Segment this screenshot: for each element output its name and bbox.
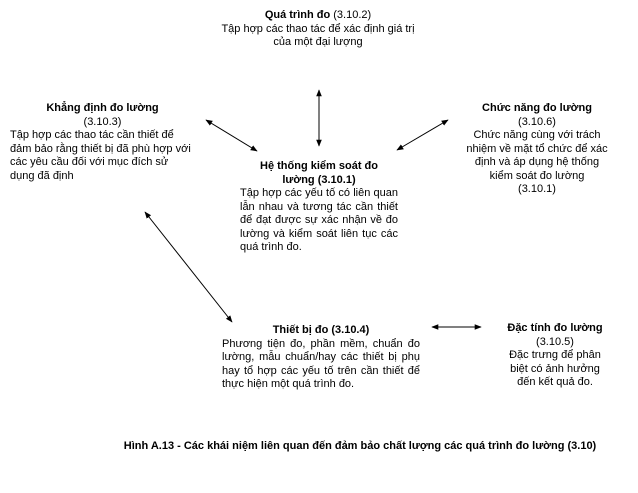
node-measurement-process xyxy=(218,9,418,50)
metrological-function-clause: (3.10.6) xyxy=(518,115,556,128)
measurement-process-title: Quá trình đo (3.10.2) xyxy=(264,9,372,21)
metrological-function-title: Chức năng đo lường xyxy=(482,102,592,114)
node-metrological-confirmation xyxy=(10,102,195,183)
metrological-characteristic-description: Đặc trưng để phân biệt có ảnh hưởng đến kết quả đo. xyxy=(509,349,601,388)
measurement-process-description: Tập hợp các thao tác để xác định giá trị của một đại lượng xyxy=(221,22,415,48)
arrow-confirmation-system xyxy=(206,120,257,151)
arrow-confirmation-equipment xyxy=(145,212,232,322)
metrological-confirmation-title: Khẳng định đo lường xyxy=(46,102,159,114)
node-measurement-management-system xyxy=(240,160,398,255)
metrological-characteristic-clause: (3.10.5) xyxy=(536,335,574,348)
measuring-equipment-title: Thiết bị đo (3.10.4) xyxy=(272,324,370,336)
node-metrological-function xyxy=(462,102,612,197)
metrological-function-description: Chức năng cùng với trách nhiệm về mặt tổ chức để xác định và áp dụng hệ thống kiểm soát đo lường xyxy=(466,129,608,182)
arrow-function-system xyxy=(397,120,448,150)
node-measuring-equipment xyxy=(222,324,420,392)
metrological-confirmation-description: Tập hợp các thao tác cần thiết để đảm bảo rằng thiết bị đã phù hợp với các yêu cầu đối với mục đích sử dụng đã định xyxy=(10,129,191,182)
node-metrological-characteristic xyxy=(480,322,630,390)
metrological-confirmation-clause: (3.10.3) xyxy=(83,115,122,128)
management-system-description: Tập hợp các yếu tố có liên quan lẫn nhau và tương tác cần thiết để đạt được sự xác nhận về đo lường và kiểm soát liên tục các quá trình đo. xyxy=(240,187,398,253)
management-system-title: Hệ thống kiểm soát đo lường (3.10.1) xyxy=(260,160,378,186)
figure-caption: Hình A.13 - Các khái niệm liên quan đến đảm bảo chất lượng các quá trình đo lường (3.10) xyxy=(123,440,597,452)
metrological-function-ref: (3.10.1) xyxy=(518,183,556,195)
measuring-equipment-description: Phương tiện đo, phần mềm, chuẩn đo lường, mẫu chuẩn/hay các thiết bị phụ hay tổ hợp các yếu tố trên cần thiết để thực hiện một quá trình đo. xyxy=(222,337,420,390)
metrological-characteristic-title: Đặc tính đo lường xyxy=(507,322,603,334)
